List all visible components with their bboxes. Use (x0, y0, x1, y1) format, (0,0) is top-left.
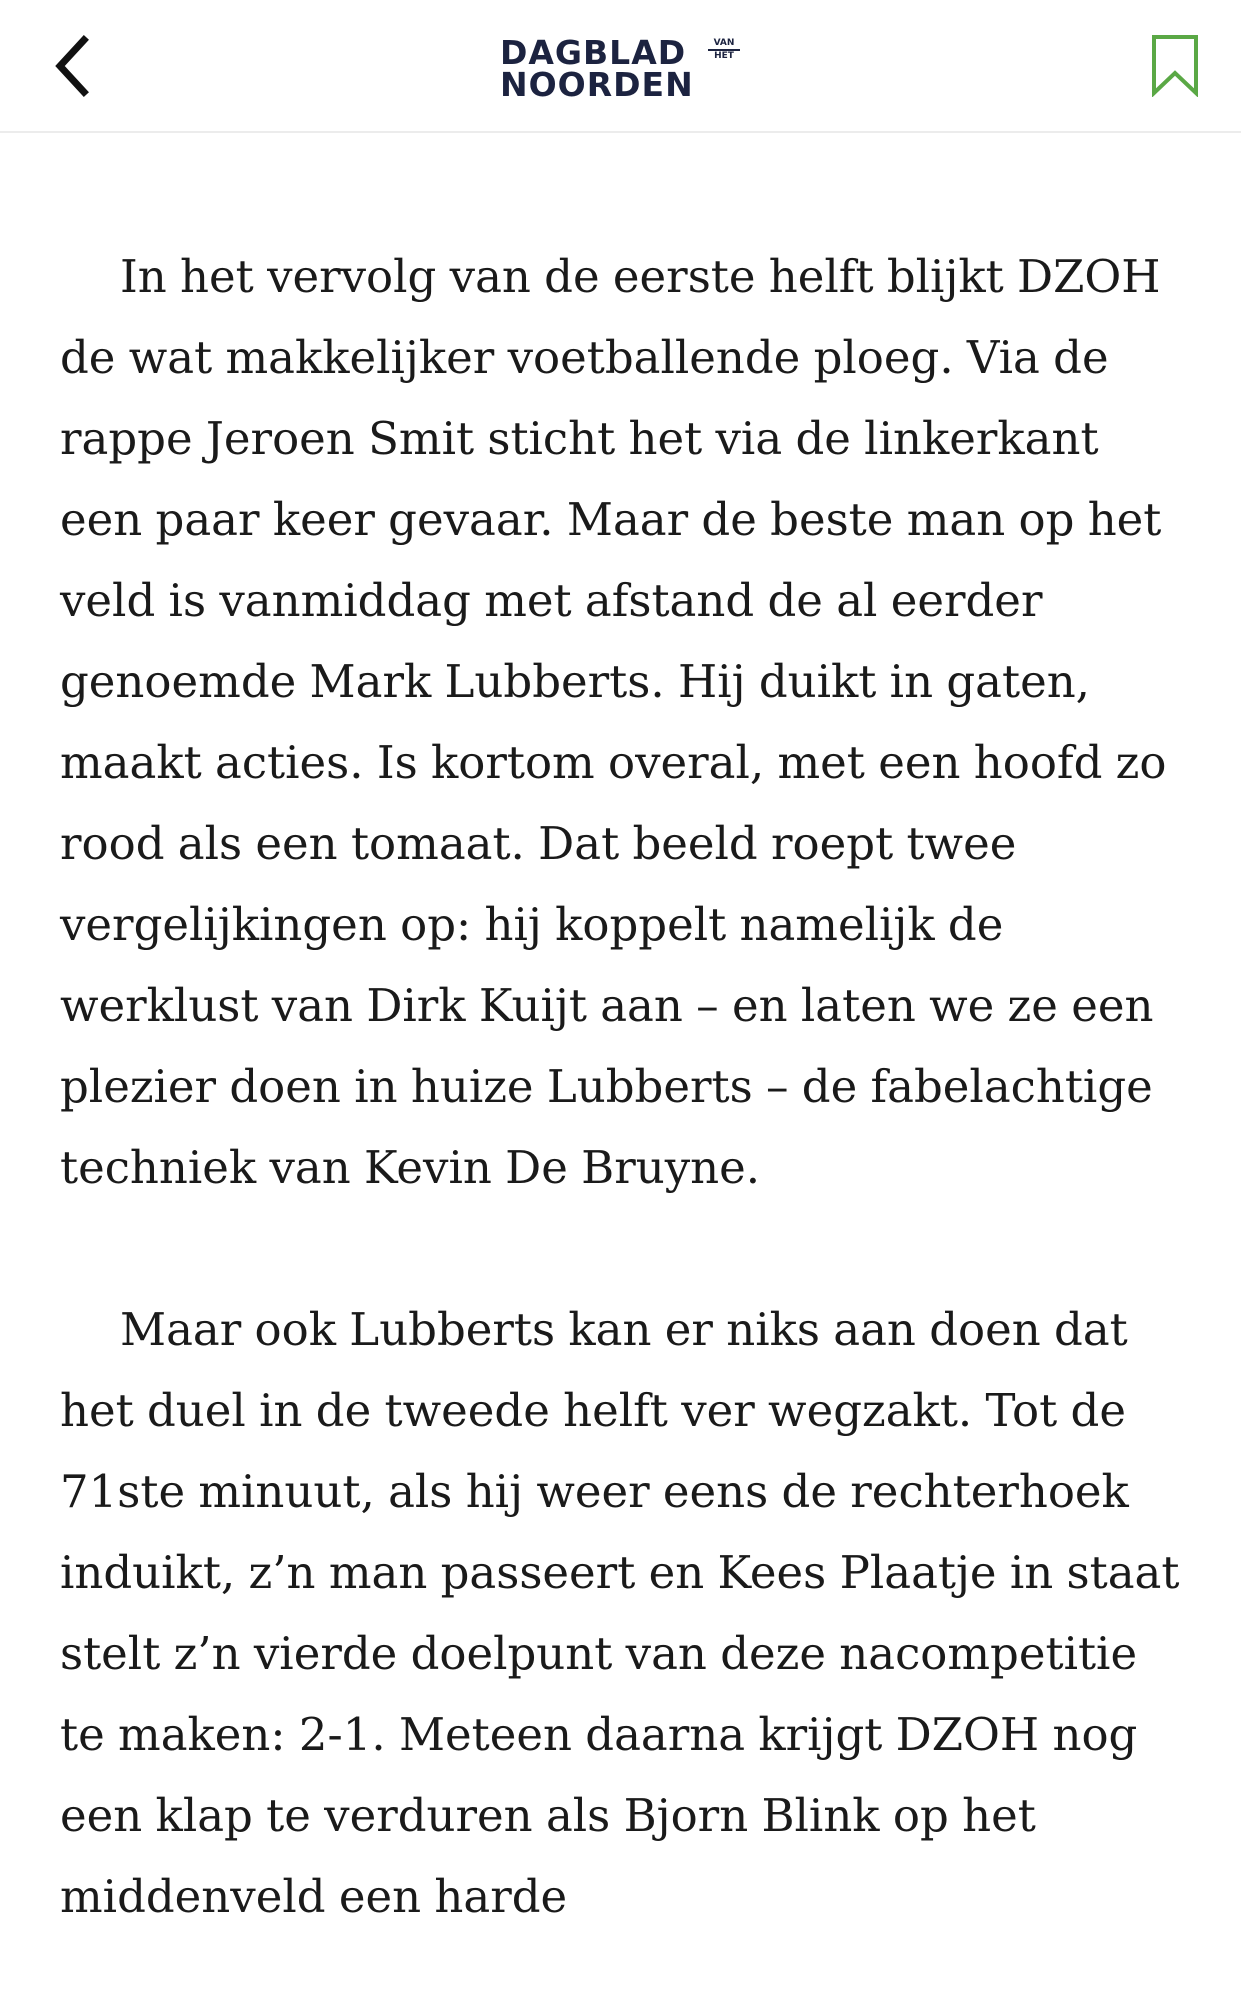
article-paragraph-1: In het vervolg van de eerste helft blijkt DZOH de wat makkelijker voetballende ploeg. Via de rappe Jeroen Smit sticht het via de linkerkant een paar keer gevaar. Maar de beste man op het veld is vanmiddag met afstand de al eerder genoemde Mark Lubberts. Hij duikt in gaten, maakt acties. Is kortom overal, met een hoofd zo rood als een tomaat. Dat beeld roept twee vergelijkingen op: hij koppelt namelijk de werklust van Dirk Kuijt aan – en laten we ze een plezier doen in huize Lubberts – de fabelachtige techniek van Kevin De Bruyne. (60, 250, 1167, 1194)
logo-badge (708, 38, 740, 64)
bookmark-button[interactable] (1144, 30, 1206, 100)
bookmark-icon (1150, 33, 1200, 97)
article-paragraph-2: Maar ook Lubberts kan er niks aan doen dat het duel in de tweede helft ver wegzakt. Tot de 71ste minuut, als hij weer eens de rechterhoek induikt, z’n man passeert en Kees Plaatje in staat stelt z’n vierde doelpunt van deze nacompetitie te maken: 2-1. Meteen daarna krijgt DZOH nog een klap te verduren als Bjorn Blink op het middenveld een harde (60, 1303, 1180, 1923)
app-header (0, 0, 1241, 133)
back-button[interactable] (30, 24, 114, 108)
logo-badge-top: VAN (708, 38, 740, 51)
logo-line-dagblad: DAGBLAD (500, 33, 687, 72)
article-body (60, 236, 1190, 2005)
chevron-left-icon (50, 34, 94, 98)
newspaper-logo (500, 33, 750, 104)
logo-badge-bottom: HET (714, 51, 734, 61)
logo-line-noorden: NOORDEN (500, 65, 694, 104)
